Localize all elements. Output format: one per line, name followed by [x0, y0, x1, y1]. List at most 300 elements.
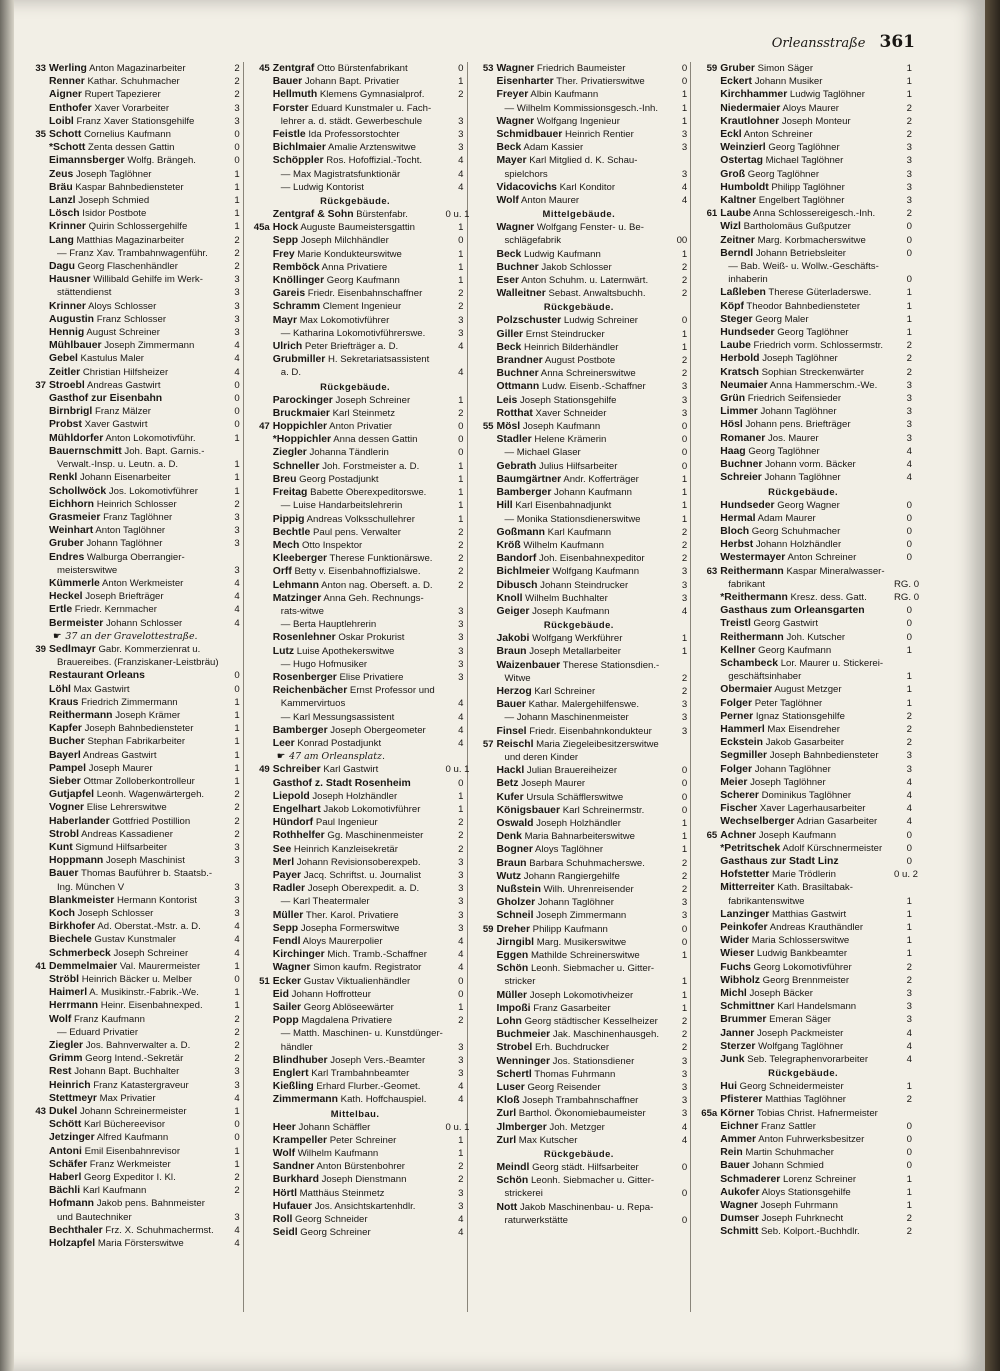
floor-number: 3	[681, 168, 688, 180]
entry-text	[497, 711, 670, 724]
resident-surname: Bichlmaier	[272, 142, 326, 154]
resident-entry	[694, 683, 912, 696]
floor-number: 0	[681, 923, 688, 935]
resident-details: Joseph Taglöhner	[762, 353, 838, 365]
resident-details: Joseph Maurer	[88, 762, 153, 774]
entry-text	[273, 340, 446, 353]
entry-text	[49, 511, 222, 524]
resident-entry	[23, 1158, 240, 1171]
floor-number: 4	[234, 1224, 240, 1236]
note-text: 47 am Orleansplatz.	[289, 751, 385, 763]
resident-entry	[694, 418, 912, 431]
resident-details: Franz Gasarbeiter	[533, 1002, 611, 1014]
entry-text	[273, 975, 446, 988]
resident-entry	[247, 882, 464, 895]
resident-surname: Parockinger	[272, 394, 333, 406]
floor-number: 0	[906, 221, 912, 233]
resident-details: Anton Maurer	[520, 195, 580, 207]
resident-surname: Herbst	[720, 539, 754, 551]
resident-entry	[23, 286, 240, 299]
entry-text	[273, 948, 446, 961]
resident-details: Joseph Stationsgehilfe	[519, 394, 617, 406]
resident-details: Maria Bahnarbeiterswitwe	[524, 831, 635, 843]
resident-entry	[247, 433, 464, 446]
resident-surname: Liepold	[272, 790, 310, 802]
resident-details: Johann Schlosser	[105, 617, 183, 629]
resident-details: Joseph Vers.-Beamter	[330, 1054, 426, 1066]
resident-entry	[694, 168, 912, 181]
resident-entry	[694, 578, 920, 591]
resident-surname: *Petritschek	[720, 842, 781, 854]
floor-number: 1	[234, 736, 240, 748]
resident-details: Franz Schlosser	[96, 313, 167, 325]
entry-text	[273, 141, 446, 154]
resident-surname: Betz	[496, 778, 519, 790]
floor-number: 1	[681, 831, 688, 843]
resident-details: Jos. Maurer	[767, 432, 819, 444]
resident-entry	[694, 352, 912, 365]
resident-entry	[23, 1237, 240, 1250]
entry-text	[497, 314, 670, 327]
resident-entry	[694, 512, 912, 525]
entry-text	[720, 974, 894, 987]
resident-details: Xaver Vorarbeiter	[94, 102, 170, 114]
resident-details: Johann vorm. Bäcker	[765, 459, 856, 471]
floor-number: 3	[234, 1211, 240, 1223]
resident-entry	[694, 1212, 912, 1225]
resident-surname: Augustin	[49, 313, 95, 325]
resident-details: Ros. Hofoffizial.-Tocht.	[326, 155, 423, 167]
resident-surname: Orff	[272, 566, 292, 578]
resident-surname: Grimm	[49, 1053, 83, 1065]
entry-text	[49, 128, 222, 141]
entry-text	[49, 75, 222, 88]
house-number: 65	[706, 829, 718, 841]
floor-number: 4	[458, 936, 464, 947]
resident-entry	[694, 565, 912, 578]
floor-number: 1	[458, 500, 464, 512]
floor-number: 1	[458, 460, 464, 472]
resident-entry	[694, 855, 912, 868]
resident-entry	[23, 537, 240, 550]
resident-details: Martin Schuhmacher	[745, 1147, 834, 1159]
floor-number: 0 u. 1	[445, 209, 470, 221]
entry-text	[49, 986, 222, 999]
resident-surname: Dreher	[496, 923, 530, 935]
resident-details: Jacq. Schriftst. u. Journalist	[303, 869, 422, 881]
entry-text	[273, 1187, 446, 1200]
resident-surname: Frey	[272, 248, 295, 260]
entry-text	[497, 473, 670, 486]
resident-details: Johann Revisionsoberexpeb.	[296, 856, 421, 868]
resident-surname: Wolf	[49, 1013, 72, 1025]
entry-text	[720, 499, 894, 512]
floor-number: 1	[234, 696, 240, 708]
resident-surname: Blindhuber	[272, 1054, 328, 1066]
floor-number: 1	[906, 1173, 912, 1185]
resident-entry	[247, 287, 464, 300]
resident-entry	[471, 605, 688, 618]
entry-text	[720, 815, 894, 828]
resident-details: Max Privatier	[99, 1092, 156, 1104]
floor-number: 4	[458, 737, 464, 749]
resident-details: Wolfgang Taglöhner	[758, 1040, 844, 1052]
resident-details: Joseph Maschinist	[105, 855, 185, 867]
resident-entry	[247, 1093, 464, 1106]
resident-details: Aloys Schlosser	[88, 300, 157, 312]
resident-surname: Dagu	[49, 261, 75, 273]
entry-text	[273, 882, 446, 895]
entry-text	[273, 1093, 446, 1106]
resident-entry	[694, 1199, 912, 1212]
entry-text	[720, 842, 894, 855]
entry-text	[720, 1225, 894, 1238]
resident-details: Julian Brauereiheizer	[526, 765, 618, 777]
entry-text	[497, 1187, 670, 1200]
section-heading: Rückgebäude.	[768, 1067, 839, 1079]
resident-entry	[247, 1001, 464, 1014]
resident-details: Maria Ziegeleibesitzerswitwe	[536, 738, 659, 750]
resident-details: Ursula Schäfflerswitwe	[526, 791, 624, 803]
floor-number: 4	[234, 353, 240, 365]
floor-number: 2	[681, 870, 688, 882]
floor-number: 2	[906, 1094, 912, 1106]
entry-text	[273, 446, 446, 459]
cross-reference-note	[247, 750, 464, 763]
resident-details: Andreas Kassadiener	[81, 828, 173, 840]
entry-text	[497, 579, 670, 592]
resident-details: Kresz. dess. Gatt.	[790, 591, 867, 603]
resident-entry	[247, 922, 464, 935]
floor-number: 2	[458, 830, 464, 842]
resident-details: Adrian Gasarbeiter	[796, 816, 878, 828]
resident-entry	[471, 857, 688, 870]
floor-number: 4	[458, 155, 464, 167]
entry-text	[720, 789, 894, 802]
floor-number: 2	[234, 1172, 240, 1184]
resident-details: Luise Apothekerswitwe	[296, 645, 395, 657]
resident-surname: Westermayer	[720, 552, 786, 564]
entry-text	[49, 1184, 222, 1197]
house-number: 47	[259, 421, 270, 433]
entry-text	[720, 723, 894, 736]
resident-surname: Schollwöck	[49, 485, 107, 497]
floor-number: 4	[458, 711, 464, 723]
entry-text	[497, 975, 670, 988]
floor-number: 2	[458, 1161, 464, 1173]
floor-number: 2	[234, 1053, 240, 1065]
resident-details: Anton Schuhm. u. Laternwärt.	[521, 275, 649, 287]
resident-surname: Braun	[496, 646, 527, 658]
resident-details: Matthias Gastwirt	[772, 908, 847, 920]
floor-number: 1	[906, 684, 912, 696]
resident-details: Ther. Karol. Privatiere	[305, 909, 399, 921]
entry-text	[273, 300, 446, 313]
resident-surname: Haimerl	[49, 987, 88, 999]
resident-details: Joseph Fuhrmann	[760, 1200, 838, 1212]
resident-entry	[23, 326, 240, 339]
floor-number: 4	[458, 962, 464, 974]
resident-details: Ludw. Eisenb.-Schaffner	[541, 381, 646, 393]
entry-text	[497, 1068, 670, 1081]
entry-text	[49, 656, 222, 669]
entry-text	[720, 141, 894, 154]
resident-details: Friedrich Zimmermann	[81, 696, 178, 708]
resident-details: Ad. Oberstat.-Mstr. a. D.	[97, 921, 201, 933]
resident-entry	[694, 1186, 912, 1199]
resident-entry	[694, 591, 920, 604]
entry-text	[49, 273, 222, 286]
entry-text	[720, 604, 894, 617]
entry-text	[720, 194, 894, 207]
floor-number: 3	[234, 287, 240, 299]
entry-text	[49, 696, 222, 709]
resident-details: Franz Katastergraveur	[93, 1079, 189, 1091]
resident-details: Joseph Taglöhner	[75, 168, 152, 180]
floor-number: 0	[234, 155, 240, 167]
resident-details: Johann pens. Briefträger	[745, 419, 851, 431]
entry-text	[49, 999, 222, 1012]
resident-entry	[23, 788, 240, 801]
resident-surname: Laube	[720, 340, 751, 352]
entry-text	[497, 407, 670, 420]
resident-details: Johann Hoffrotteur	[291, 988, 371, 1000]
resident-details: — Berta Hauptlehrerin	[280, 619, 377, 631]
resident-details: Joseph Kaufmann	[532, 605, 610, 617]
resident-details: Joh. Kutscher	[786, 631, 846, 643]
resident-details: Gottfried Postillion	[112, 815, 191, 827]
resident-entry	[694, 1093, 912, 1106]
entry-text	[720, 617, 894, 630]
resident-details: Sigmund Hilfsarbeiter	[75, 841, 168, 853]
resident-details: Anna Schlossereigesch.-Inh.	[753, 208, 876, 220]
resident-entry	[247, 961, 464, 974]
resident-details: Wolfgang Fenster- u. Be-	[536, 222, 644, 234]
resident-entry	[23, 234, 240, 247]
resident-entry	[23, 458, 240, 471]
entry-text	[497, 777, 670, 790]
resident-entry	[471, 738, 688, 751]
floor-number: 0	[458, 988, 464, 1000]
resident-surname: Hoppichler	[272, 421, 328, 433]
floor-number: 3	[458, 129, 464, 141]
floor-number: 2	[906, 1213, 912, 1225]
resident-surname: Hellmuth	[272, 89, 318, 101]
floor-number: 2	[458, 407, 464, 419]
resident-surname: Rotthat	[496, 407, 533, 419]
resident-surname: Sedlmayr	[49, 643, 96, 655]
resident-entry	[247, 234, 464, 247]
resident-entry	[694, 499, 912, 512]
entry-text	[497, 261, 670, 274]
resident-surname: Grasmeier	[49, 511, 101, 523]
resident-details: Witwe	[504, 672, 531, 684]
resident-entry	[247, 763, 470, 776]
resident-surname: Weinhart	[49, 525, 94, 537]
floor-number: 2	[458, 1174, 464, 1186]
resident-entry	[23, 1197, 240, 1210]
entry-text	[49, 1158, 222, 1171]
resident-entry	[694, 1133, 912, 1146]
entry-text	[497, 513, 670, 526]
house-number: 65a	[701, 1107, 718, 1119]
resident-details: Georg Kaufmann	[758, 644, 832, 656]
entry-text	[720, 432, 894, 445]
resident-details: Joseph Schlosser	[77, 908, 154, 919]
resident-details: Brauereibes. (Franziskaner-Leistbräu)	[57, 657, 219, 669]
resident-entry	[247, 618, 464, 631]
resident-surname: Rein	[720, 1147, 743, 1159]
resident-entry	[471, 989, 688, 1002]
resident-surname: Reithermann	[720, 631, 784, 643]
entry-text	[720, 1199, 894, 1212]
resident-details: Lorenz Schreiner	[783, 1173, 857, 1185]
resident-details: Jos. Lokomotivführer	[108, 485, 198, 497]
resident-surname: Nott	[496, 1201, 518, 1213]
resident-surname: Haag	[720, 445, 746, 457]
resident-surname: Beck	[496, 341, 522, 353]
resident-entry	[694, 961, 912, 974]
resident-surname: Wechselberger	[720, 816, 795, 828]
resident-entry	[23, 907, 240, 920]
resident-surname: Schmitt	[720, 1226, 759, 1238]
entry-text	[273, 486, 446, 499]
entry-text	[497, 1015, 670, 1028]
floor-number: 3	[906, 432, 912, 444]
entry-text	[720, 525, 894, 538]
resident-surname: Grün	[720, 393, 746, 405]
floor-number: 3	[906, 393, 912, 405]
resident-surname: Roll	[272, 1214, 293, 1226]
entry-text	[49, 907, 222, 920]
resident-surname: Bucher	[49, 736, 85, 748]
floor-number: 4	[458, 341, 464, 353]
entry-text	[720, 168, 894, 181]
resident-surname: Michl	[720, 988, 747, 1000]
resident-surname: Hammerl	[720, 723, 765, 735]
resident-entry	[247, 829, 464, 842]
floor-number: 1	[458, 222, 464, 234]
resident-surname: Mayer	[496, 155, 527, 167]
floor-number: 3	[458, 314, 464, 326]
resident-entry	[23, 154, 240, 167]
resident-surname: Buchner	[496, 261, 539, 273]
resident-entry	[471, 287, 688, 300]
resident-details: Verwalt.-Insp. u. Leutn. a. D.	[57, 459, 179, 471]
resident-details: Simon Säger	[757, 63, 814, 74]
resident-surname: Mitterreiter	[720, 882, 775, 894]
resident-surname: Schöppler	[272, 155, 324, 167]
resident-entry	[247, 407, 464, 420]
entry-text	[49, 471, 222, 484]
floor-number: 3	[681, 699, 688, 711]
resident-details: Karl Trambahnbeamter	[311, 1068, 410, 1080]
entry-text	[497, 1028, 670, 1041]
resident-surname: Eisenharter	[496, 76, 554, 88]
resident-surname: Seidl	[272, 1227, 298, 1239]
floor-number: 1	[234, 1145, 240, 1157]
resident-details: Jos. Stationsdiener	[552, 1055, 635, 1067]
resident-details: — Wilhelm Kommissionsgesch.-Inh.	[504, 102, 659, 114]
entry-text	[273, 961, 446, 974]
resident-surname: Wider	[720, 935, 750, 947]
floor-number: 1	[906, 1200, 912, 1212]
floor-number: 4	[906, 1054, 912, 1066]
floor-number: 1	[681, 950, 688, 961]
entry-text	[497, 1214, 670, 1227]
resident-entry	[247, 909, 464, 922]
resident-entry	[23, 207, 240, 220]
resident-surname: Segmiller	[720, 750, 768, 762]
entry-text	[49, 260, 222, 273]
resident-details: Philipp Taglöhner	[771, 181, 845, 193]
resident-details: Betty v. Eisenbahnoffizialswe.	[294, 566, 421, 578]
entry-text	[720, 776, 894, 789]
floor-number: 1	[681, 989, 688, 1001]
resident-surname: Romaner	[720, 432, 766, 444]
resident-details: Lor. Maurer u. Stickerei-	[780, 657, 884, 669]
entry-text	[49, 432, 222, 445]
resident-entry	[23, 247, 240, 260]
entry-text	[273, 221, 446, 234]
resident-details: — Max Magistratsfunktionär	[280, 168, 401, 180]
section-heading: Mittelgebäude.	[542, 208, 616, 220]
entry-text	[273, 724, 446, 737]
resident-details: Elise Lehrerswitwe	[86, 802, 167, 814]
resident-entry	[471, 1081, 688, 1094]
resident-details: Leonh. Siebmacher u. Gitter-	[530, 963, 655, 975]
entry-text	[720, 1146, 894, 1159]
floor-number: 0	[681, 421, 688, 433]
floor-number: 2	[234, 261, 240, 273]
resident-surname: Kirchhammer	[720, 89, 788, 101]
section-heading: Rückgebäude.	[768, 485, 839, 497]
entry-text	[497, 1081, 670, 1094]
resident-surname: Schmidbauer	[496, 129, 563, 141]
resident-surname: Jlmberger	[496, 1121, 547, 1133]
floor-number: 2	[234, 802, 240, 814]
resident-details: Georg Taglöhner	[747, 168, 820, 180]
entry-text	[273, 869, 446, 882]
resident-entry	[23, 1065, 240, 1078]
entry-text	[497, 1107, 670, 1120]
resident-surname: Krampeller	[272, 1134, 328, 1146]
resident-entry	[23, 577, 240, 590]
resident-details: Johann Bapt. Buchhalter	[74, 1066, 180, 1078]
entry-text	[720, 644, 894, 657]
entry-text	[720, 181, 894, 194]
resident-entry	[247, 790, 464, 803]
resident-entry	[23, 1224, 240, 1237]
resident-details: Johann Taglöhner	[537, 897, 614, 909]
entry-text	[273, 1014, 446, 1027]
resident-entry	[471, 526, 688, 539]
entry-text	[49, 1211, 222, 1224]
floor-number: 3	[458, 883, 464, 895]
resident-entry	[247, 248, 464, 261]
resident-entry	[694, 392, 912, 405]
floor-number: 1	[681, 102, 688, 114]
entry-text	[273, 539, 446, 552]
floor-number: 1	[681, 976, 688, 988]
entry-text	[497, 1121, 670, 1134]
resident-details: Adolf Kürschnermeister	[782, 842, 883, 854]
resident-surname: Loibl	[49, 115, 74, 127]
resident-surname: Hundseder	[720, 499, 775, 511]
page-header	[760, 32, 915, 54]
entry-text	[49, 801, 222, 814]
resident-entry	[471, 380, 688, 393]
